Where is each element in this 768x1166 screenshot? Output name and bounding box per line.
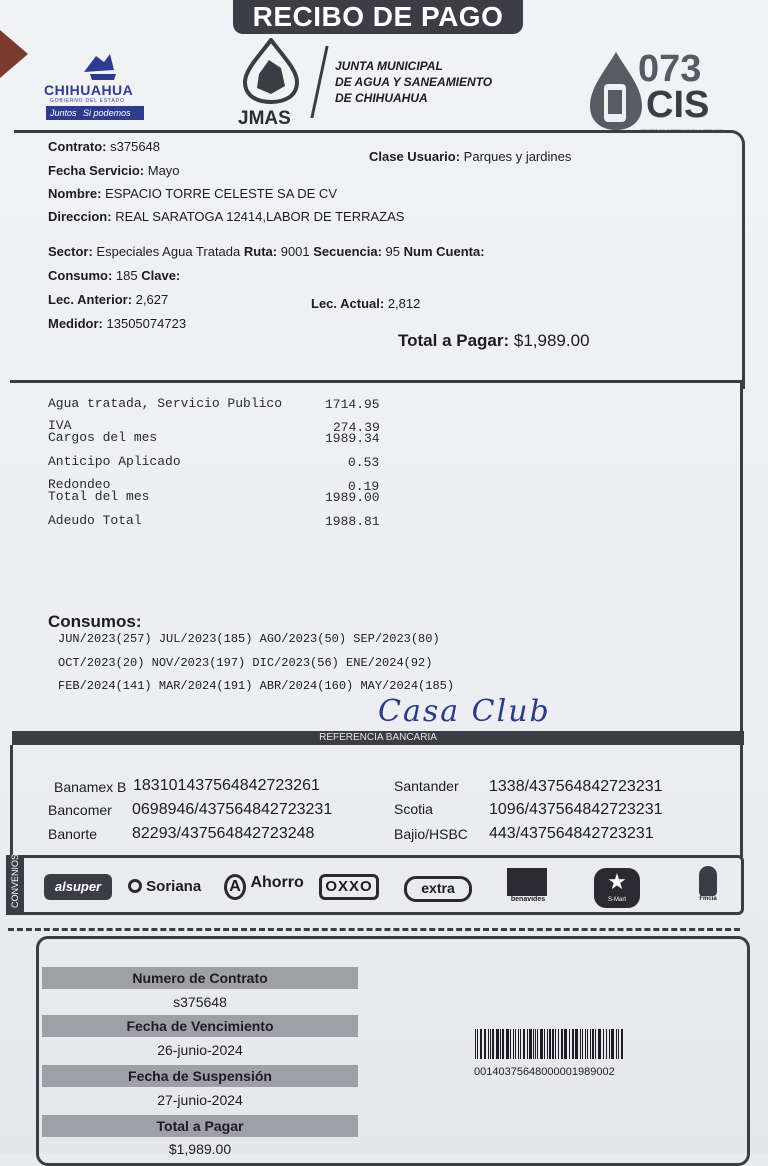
clase-row xyxy=(369,149,571,164)
sector-row xyxy=(48,244,485,259)
charge-total-mes-label: Total del mes xyxy=(48,489,150,504)
barcode-bar xyxy=(492,1029,494,1059)
num-cuenta-label: Num Cuenta: xyxy=(403,244,485,259)
org-line-2: DE AGUA Y SANEAMIENTO xyxy=(335,75,493,89)
barcode-bar xyxy=(518,1029,519,1059)
stub-total-label: Total a Pagar xyxy=(42,1115,358,1137)
alsuper-logo: alsuper xyxy=(44,874,112,900)
fmcia-icon xyxy=(699,866,717,896)
barcode-bar xyxy=(558,1029,559,1059)
smart-logo xyxy=(594,868,640,908)
barcode-bar xyxy=(549,1029,551,1059)
lec-anterior-row xyxy=(48,292,168,307)
contrato-label: Contrato: xyxy=(48,139,107,154)
charge-iva-value: 274.39 xyxy=(333,420,380,435)
cis-logo xyxy=(588,48,724,140)
charge-cargos-label: Cargos del mes xyxy=(48,430,158,445)
org-name xyxy=(335,58,535,106)
charge-agua-value: 1714.95 xyxy=(325,397,380,412)
barcode-bar xyxy=(606,1029,607,1059)
barcode-bar xyxy=(484,1029,486,1059)
secuencia-value: 95 xyxy=(385,244,401,259)
ruta-label: Ruta: xyxy=(243,244,278,259)
charge-redondeo-label: Redondeo xyxy=(48,477,111,492)
sector-value: Especiales Agua Tratada xyxy=(96,244,241,259)
chihuahua-slogan-b: Si podemos xyxy=(83,108,131,118)
chihuahua-sub: GOBIERNO DEL ESTADO xyxy=(50,98,125,104)
lec-anterior-value: 2,627 xyxy=(135,292,169,307)
barcode-number: 00140375648000001989002 xyxy=(474,1066,615,1078)
org-line-3: DE CHIHUAHUA xyxy=(335,91,428,105)
charge-cargos-value: 1989.34 xyxy=(325,431,380,446)
org-line-1: JUNTA MUNICIPAL xyxy=(335,59,443,73)
barcode-bar xyxy=(520,1029,521,1059)
jmas-name: JMAS xyxy=(238,108,291,129)
barcode-bar xyxy=(523,1029,525,1059)
soriana-icon xyxy=(128,879,142,893)
cis-number: 073 xyxy=(638,48,702,90)
barcode-bar xyxy=(527,1029,528,1059)
barcode-bar xyxy=(564,1029,567,1059)
stub-total-value: $1,989.00 xyxy=(168,1141,232,1157)
bank-banamex-name: Banamex B xyxy=(54,779,127,795)
barcode-bar xyxy=(477,1029,478,1059)
contrato-value: s375648 xyxy=(110,139,161,154)
nombre-label: Nombre: xyxy=(48,186,102,201)
barcode-bar xyxy=(535,1029,536,1059)
barcode-bar xyxy=(569,1029,570,1059)
account-divider xyxy=(10,380,744,383)
stub-vencimiento-value: 26-junio-2024 xyxy=(157,1042,243,1058)
extra-logo: extra xyxy=(404,876,472,902)
charge-iva-label: IVA xyxy=(48,418,72,433)
jmas-drop-icon xyxy=(241,38,301,104)
barcode-bar xyxy=(488,1029,489,1059)
consumo-value: 185 xyxy=(115,268,138,283)
barcode-bar xyxy=(572,1029,574,1059)
paper-corner xyxy=(0,30,28,78)
barcode-bar xyxy=(502,1029,504,1059)
fecha-row xyxy=(48,163,180,178)
lec-anterior-label: Lec. Anterior: xyxy=(48,292,133,307)
barcode-bar xyxy=(609,1029,610,1059)
nombre-value: ESPACIO TORRE CELESTE SA DE CV xyxy=(105,186,337,201)
cis-sub: CENTRO DE INFORMACION Y SERVICIO xyxy=(640,128,724,133)
barcode-bar xyxy=(580,1029,581,1059)
direccion-row xyxy=(48,209,404,224)
medidor-row xyxy=(48,316,186,331)
clave-label: Clave: xyxy=(141,268,181,283)
charge-anticipo-value: 0.53 xyxy=(348,455,380,470)
fmcia-name: Fmcia xyxy=(699,896,717,902)
charge-redondeo-value: 0.19 xyxy=(348,479,380,494)
medidor-label: Medidor: xyxy=(48,316,103,331)
barcode-bar xyxy=(490,1029,491,1059)
ahorro-icon: A xyxy=(224,874,246,900)
consumo-row xyxy=(48,268,180,283)
barcode-bar xyxy=(585,1029,586,1059)
smart-star-icon: ★ xyxy=(607,869,627,894)
consumo-label: Consumo: xyxy=(48,268,113,283)
ruta-value: 9001 xyxy=(280,244,310,259)
convenios-tag xyxy=(6,855,24,915)
stub-suspension-label: Fecha de Suspensión xyxy=(42,1065,358,1087)
bank-bancomer-name: Bancomer xyxy=(48,802,112,818)
bank-banorte-ref: 82293/437564842723248 xyxy=(132,825,315,842)
fmcia-logo xyxy=(693,866,723,908)
lec-actual-label: Lec. Actual: xyxy=(311,296,385,311)
charge-agua-label: Agua tratada, Servicio Publico xyxy=(48,396,283,411)
fecha-label: Fecha Servicio: xyxy=(48,163,145,178)
nombre-row xyxy=(48,186,337,201)
direccion-value: REAL SARATOGA 12414,LABOR DE TERRAZAS xyxy=(115,209,405,224)
chihuahua-emblem-icon xyxy=(44,52,152,82)
charges-right-border xyxy=(740,382,743,734)
chihuahua-name: CHIHUAHUA xyxy=(44,82,134,98)
barcode-bar xyxy=(595,1029,596,1059)
barcode-bar xyxy=(575,1029,578,1059)
barcode-bar xyxy=(529,1029,532,1059)
handwritten-note: Casa Club xyxy=(378,694,551,729)
total-row xyxy=(398,331,590,351)
bank-scotia-name: Scotia xyxy=(394,801,433,817)
bank-santander-name: Santander xyxy=(394,778,459,794)
stub-contrato-label: Numero de Contrato xyxy=(42,967,358,989)
barcode xyxy=(475,1029,625,1059)
contrato-row xyxy=(48,139,160,154)
receipt-title: RECIBO DE PAGO xyxy=(233,0,523,34)
total-value: $1,989.00 xyxy=(513,331,590,350)
medidor-value: 13505074723 xyxy=(106,316,187,331)
barcode-bar xyxy=(621,1029,623,1059)
stub-suspension-value: 27-junio-2024 xyxy=(157,1092,243,1108)
barcode-bar xyxy=(587,1029,588,1059)
total-label: Total a Pagar: xyxy=(398,331,510,350)
bank-banamex-ref: 183101437564842723261 xyxy=(133,777,320,794)
cis-name: CIS xyxy=(646,84,710,126)
cis-drop-phone-icon xyxy=(588,50,644,132)
direccion-label: Direccion: xyxy=(48,209,112,224)
soriana-logo xyxy=(128,878,201,895)
charge-anticipo-label: Anticipo Aplicado xyxy=(48,454,181,469)
barcode-bar xyxy=(547,1029,548,1059)
referencia-bancaria-title: REFERENCIA BANCARIA xyxy=(319,732,437,743)
ahorro-logo xyxy=(224,874,304,900)
barcode-bar xyxy=(544,1029,545,1059)
consumos-line-2: OCT/2023(20) NOV/2023(197) DIC/2023(56) ENE/2024(92) xyxy=(58,656,433,670)
lec-actual-row xyxy=(311,296,420,311)
barcode-bar xyxy=(480,1029,482,1059)
barcode-bar xyxy=(590,1029,591,1059)
lec-actual-value: 2,812 xyxy=(387,296,421,311)
bank-santander-ref: 1338/437564842723231 xyxy=(489,778,663,795)
bank-right-border xyxy=(740,745,743,857)
smart-name: S-Mart xyxy=(608,897,626,903)
barcode-bar xyxy=(533,1029,534,1059)
bank-bajio-name: Bajio/HSBC xyxy=(394,826,468,842)
barcode-bar xyxy=(475,1029,476,1059)
benavides-icon xyxy=(507,868,547,896)
clase-label: Clase Usuario: xyxy=(369,149,461,164)
ahorro-name: Ahorro xyxy=(250,874,304,891)
barcode-bar xyxy=(515,1029,516,1059)
barcode-bar xyxy=(537,1029,538,1059)
barcode-bar xyxy=(592,1029,594,1059)
benavides-logo xyxy=(507,868,549,908)
bank-banorte-name: Banorte xyxy=(48,826,98,842)
sector-label: Sector: xyxy=(48,244,93,259)
barcode-bar xyxy=(506,1029,509,1059)
barcode-bar xyxy=(540,1029,543,1059)
chihuahua-slogan xyxy=(46,106,144,120)
consumos-title: Consumos: xyxy=(48,612,142,631)
barcode-bar xyxy=(582,1029,583,1059)
barcode-bar xyxy=(561,1029,563,1059)
fecha-value: Mayo xyxy=(147,163,180,178)
charge-adeudo-value: 1988.81 xyxy=(325,514,380,529)
referencia-bancaria-bar xyxy=(12,731,744,745)
consumos-line-3: FEB/2024(141) MAR/2024(191) ABR/2024(160) MAY/2024(185) xyxy=(58,679,455,693)
secuencia-label: Secuencia: xyxy=(313,244,382,259)
benavides-name: benavides xyxy=(510,896,546,903)
jmas-logo xyxy=(236,38,306,130)
chihuahua-logo xyxy=(44,52,152,122)
barcode-bar xyxy=(603,1029,604,1059)
barcode-bar xyxy=(616,1029,617,1059)
barcode-bar xyxy=(496,1029,499,1059)
barcode-bar xyxy=(598,1029,601,1059)
charge-adeudo-label: Adeudo Total xyxy=(48,513,142,528)
charge-total-mes-value: 1989.00 xyxy=(325,490,380,505)
bank-bajio-ref: 443/437564842723231 xyxy=(489,825,654,842)
convenios-title: CONVENIOS xyxy=(10,853,20,908)
barcode-bar xyxy=(618,1029,619,1059)
barcode-bar xyxy=(555,1029,556,1059)
barcode-bar xyxy=(611,1029,614,1059)
tear-line xyxy=(8,928,740,931)
soriana-name: Soriana xyxy=(146,878,202,895)
barcode-bar xyxy=(510,1029,511,1059)
chihuahua-slogan-a: Juntos xyxy=(50,108,77,118)
consumos-line-1: JUN/2023(257) JUL/2023(185) AGO/2023(50) SEP/2023(80) xyxy=(58,632,440,646)
clase-value: Parques y jardines xyxy=(463,149,572,164)
barcode-bar xyxy=(513,1029,514,1059)
stub-contrato-value: s375648 xyxy=(173,994,227,1010)
barcode-bar xyxy=(552,1029,554,1059)
oxxo-logo: OXXO xyxy=(319,874,379,900)
bank-left-border xyxy=(10,745,13,857)
barcode-bar xyxy=(500,1029,501,1059)
bank-bancomer-ref: 0698946/437564842723231 xyxy=(132,801,333,818)
bank-scotia-ref: 1096/437564842723231 xyxy=(489,801,663,818)
stub-vencimiento-label: Fecha de Vencimiento xyxy=(42,1015,358,1037)
